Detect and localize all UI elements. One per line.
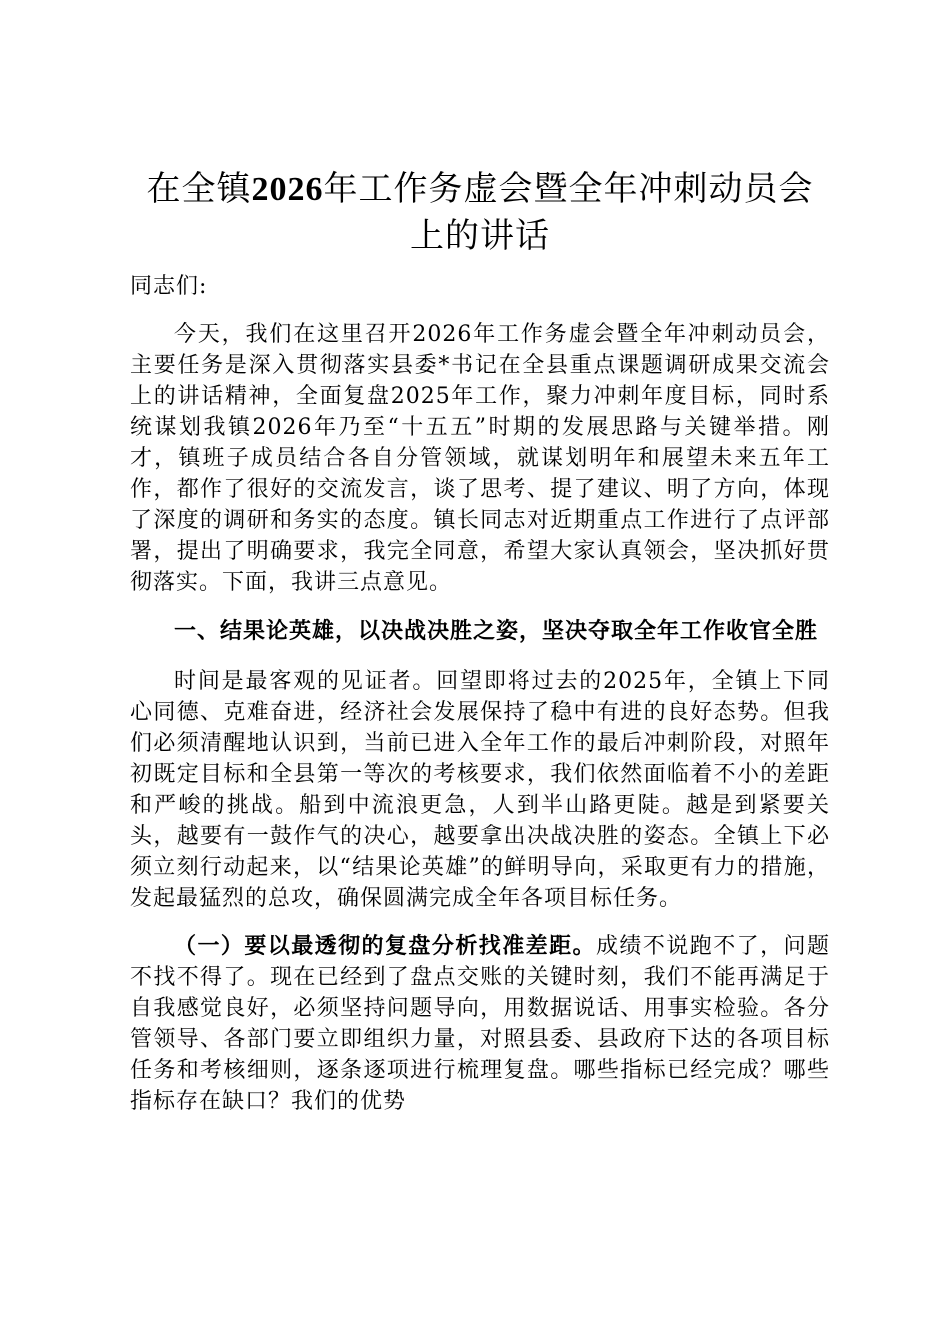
title-prefix: 在全镇 xyxy=(146,169,252,209)
greeting: 同志们: xyxy=(130,274,208,299)
intro-paragraph: 今天，我们在这里召开2026年工作务虚会暨全年冲刺动员会，主要任务是深入贯彻落实县委*书记在全县重点课题调研成果交流会上的讲话精神，全面复盘2025年工作，聚力冲刺年度目标，同时系统谋划我镇2026年乃至“十五五”时期的发展思路与关键举措。刚才，镇班子成员结合各自分管领域，就谋划明年和展望未来五年工作，都作了很好的交流发言，谈了思考、提了建议、明了方向，体现了深度的调研和务实的态度。镇长同志对近期重点工作进行了点评部署，提出了明确要求，我完全同意，希望大家认真领会，坚决抓好贯彻落实。下面，我讲三点意见。 xyxy=(130,322,830,595)
subsection-1-paragraph xyxy=(130,931,830,1117)
section-heading-1: 一、结果论英雄，以决战决胜之姿，坚决夺取全年工作收官全胜 xyxy=(174,619,819,644)
subsection-1-text: 成绩不说跑不了，问题不找不得了。现在已经到了盘点交账的关键时刻，我们不能再满足于自我感觉良好，必须坚持问题导向，用数据说话、用事实检验。各分管领导、各部门要立即组织力量，对照县委、县政府下达的各项目标任务和考核细则，逐条逐项进行梳理复盘。哪些指标已经完成？哪些指标存在缺口？我们的优势 xyxy=(130,934,830,1114)
document-title xyxy=(130,166,830,259)
title-suffix: 年工作务虚会暨全年冲刺动员会上的讲话 xyxy=(323,169,814,256)
section-1-paragraph: 时间是最客观的见证者。回望即将过去的2025年，全镇上下同心同德、克难奋进，经济社会发展保持了稳中有进的良好态势。但我们必须清醒地认识到，当前已进入全年工作的最后冲刺阶段，对照年初既定目标和全县第一等次的考核要求，我们依然面临着不小的差距和严峻的挑战。船到中流浪更急，人到半山路更陡。越是到紧要关头，越要有一鼓作气的决心，越要拿出决战决胜的姿态。全镇上下必须立刻行动起来，以“结果论英雄”的鲜明导向，采取更有力的措施，发起最猛烈的总攻，确保圆满完成全年各项目标任务。 xyxy=(130,669,830,911)
subsection-1-lead: （一）要以最透彻的复盘分析找准差距。 xyxy=(174,934,596,959)
title-year: 2026 xyxy=(251,171,324,208)
document-body xyxy=(130,166,830,1117)
